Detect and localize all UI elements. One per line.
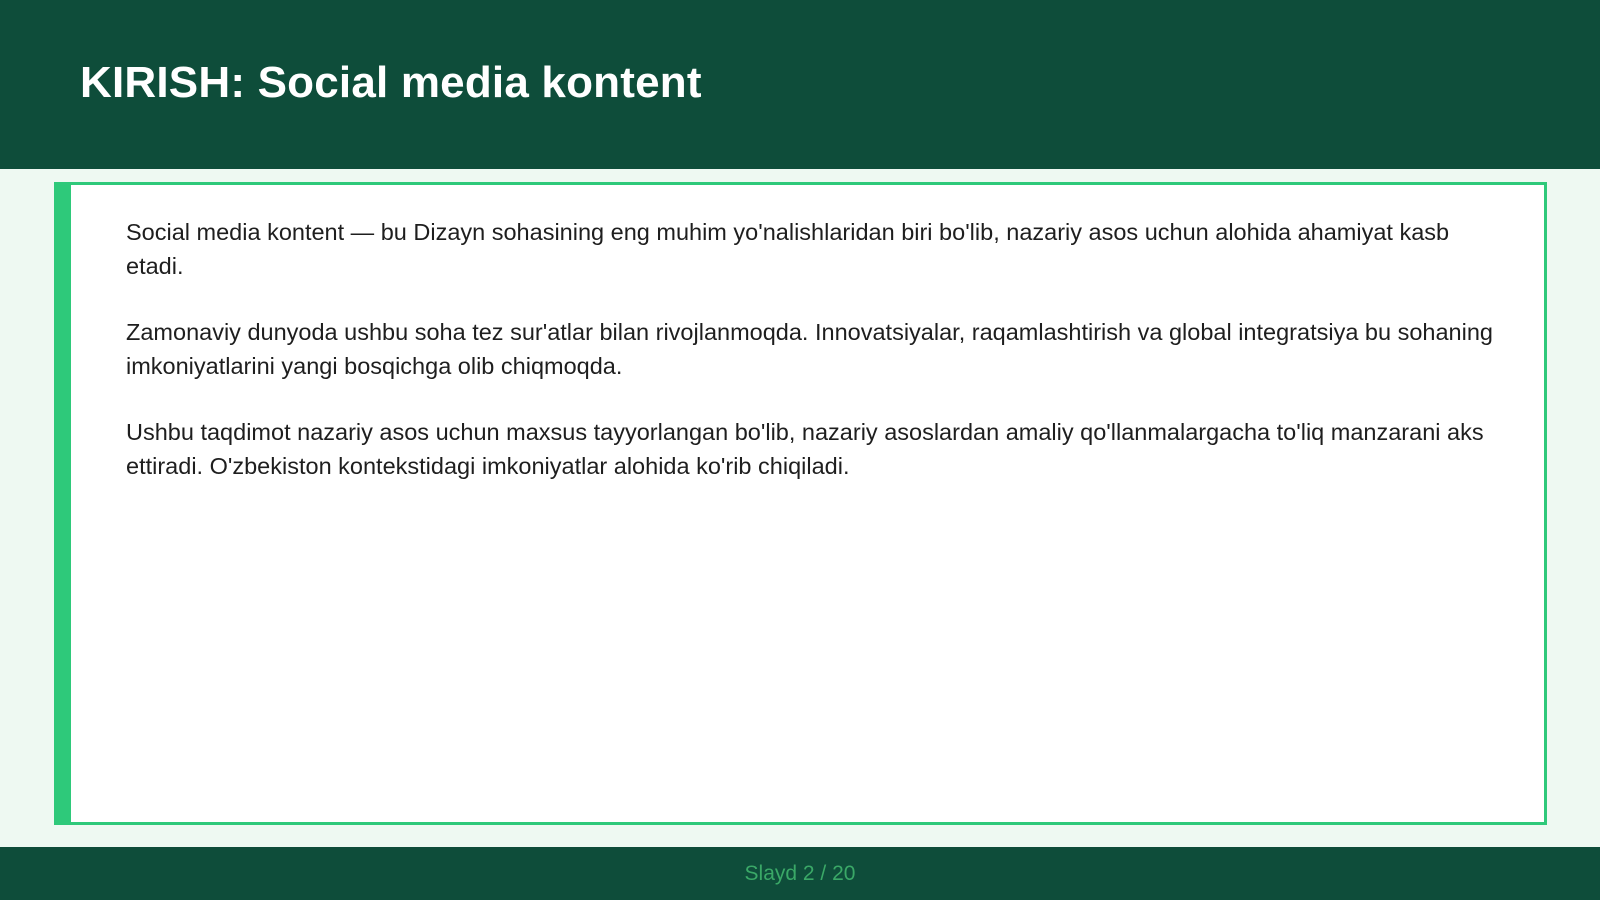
slide-footer [0,847,1600,900]
content-body [126,215,1506,515]
slide-number: Slayd 2 / 20 [744,862,856,885]
paragraph-1: Social media kontent — bu Dizayn sohasining eng muhim yo'nalishlaridan biri bo'lib, nazariy asos uchun alohida ahamiyat kasb etadi. [126,219,1450,279]
slide-title: KIRISH: Social media kontent [80,58,702,107]
paragraph-2: Zamonaviy dunyoda ushbu soha tez sur'atlar bilan rivojlanmoqda. Innovatsiyalar, raqamlashtirish va global integratsiya bu sohaning imkoniyatlarini yangi bosqichga olib chiqmoqda. [126,319,1493,379]
slide-header [0,0,1600,169]
content-card [54,182,1547,825]
paragraph-3: Ushbu taqdimot nazariy asos uchun maxsus tayyorlangan bo'lib, nazariy asoslardan amaliy qo'llanmalargacha to'liq manzarani aks ettiradi. O'zbekiston kontekstidagi imkoniyatlar alohida ko'rib chiqiladi. [126,419,1484,479]
